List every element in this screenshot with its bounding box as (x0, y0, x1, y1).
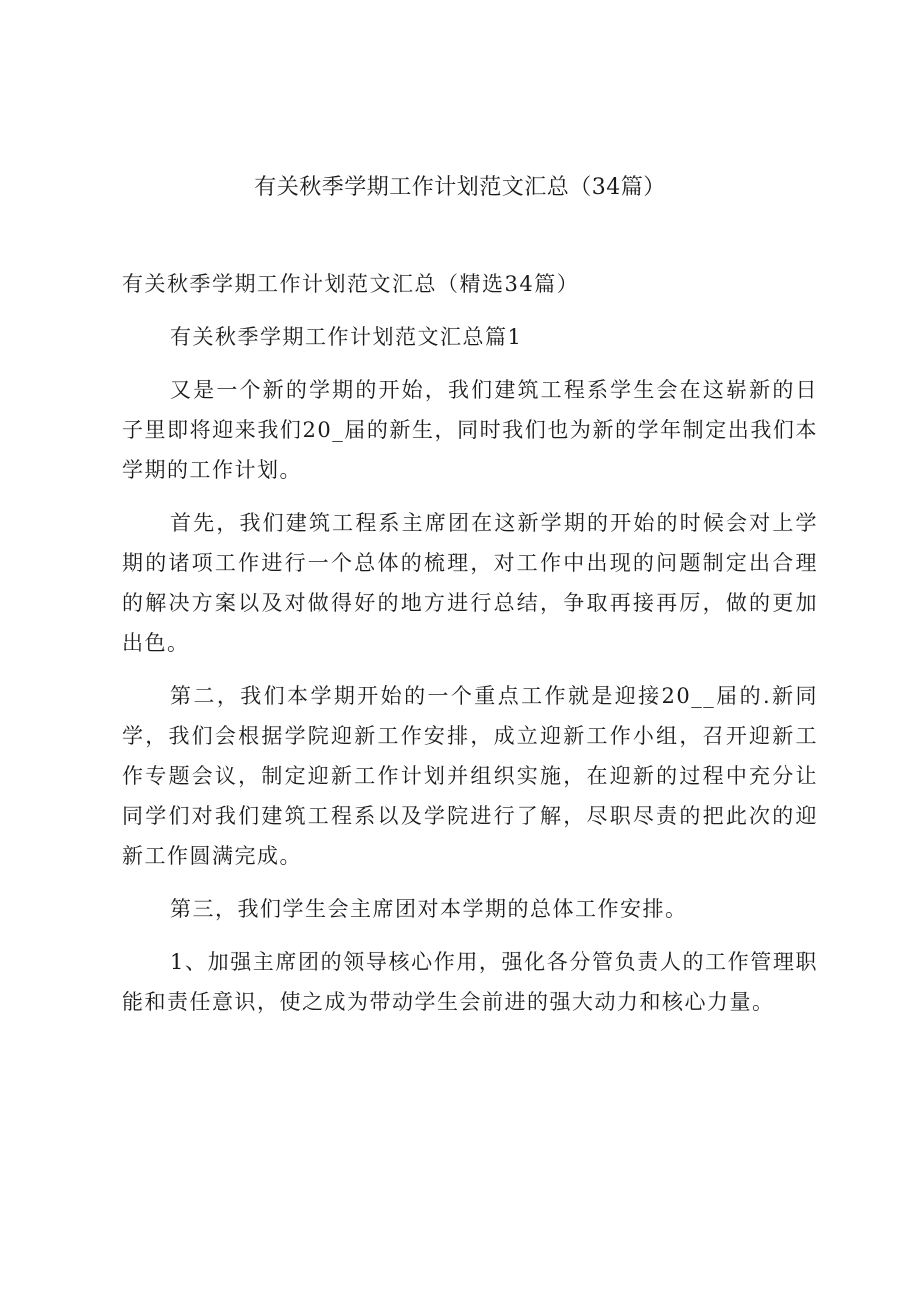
document-title: 有关秋季学期工作计划范文汇总（34篇） (254, 175, 666, 200)
section-heading: 有关秋季学期工作计划范文汇总篇1 (170, 325, 523, 349)
body-paragraph: 第三，我们学生会主席团对本学期的总体工作安排。 (170, 897, 688, 921)
document-subtitle: 有关秋季学期工作计划范文汇总（精选34篇） (122, 272, 580, 296)
body-paragraph: 首先，我们建筑工程系主席团在这新学期的开始的时候会对上学期的诸项工作进行一个总体的梳理，对工作中出现的问题制定出合理的解决方案以及对做得好的地方进行总结，争取再接再厉，做的更加出色。 (122, 511, 818, 655)
body-paragraph: 又是一个新的学期的开始，我们建筑工程系学生会在这崭新的日子里即将迎来我们20_届的新生，同时我们也为新的学年制定出我们本学期的工作计划。 (122, 378, 818, 482)
body-paragraph: 1、加强主席团的领导核心作用，强化各分管负责人的工作管理职能和责任意识，使之成为带动学生会前进的强大动力和核心力量。 (122, 950, 818, 1014)
body-paragraph: 第二，我们本学期开始的一个重点工作就是迎接20__届的.新同学，我们会根据学院迎新工作安排，成立迎新工作小组，召开迎新工作专题会议，制定迎新工作计划并组织实施，在迎新的过程中充分让同学们对我们建筑工程系以及学院进行了解，尽职尽责的把此次的迎新工作圆满完成。 (122, 684, 818, 868)
document-body (122, 264, 818, 1035)
